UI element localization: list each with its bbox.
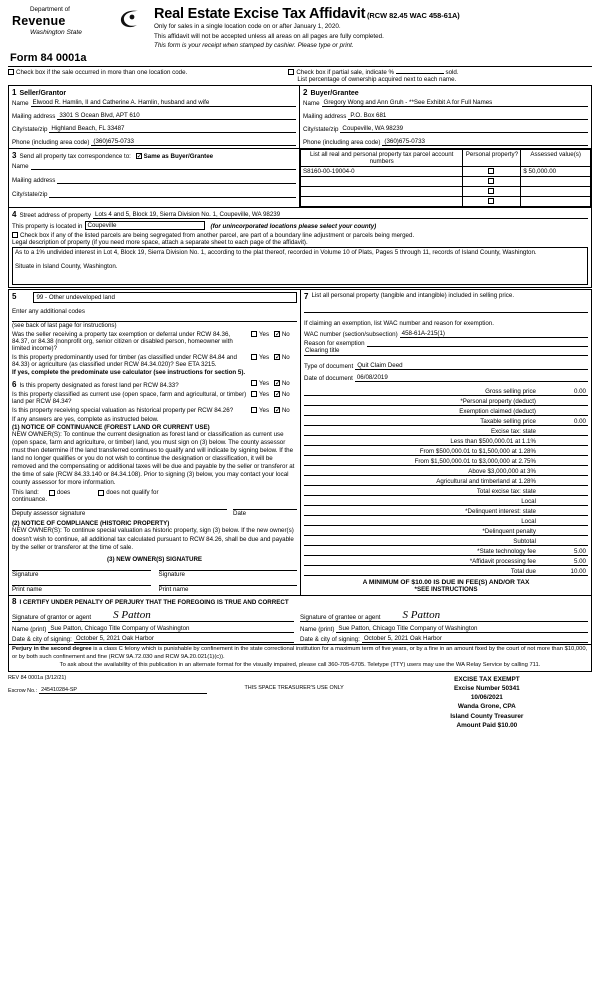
- see-instructions-note: *SEE INSTRUCTIONS: [414, 586, 478, 593]
- tax-line: [304, 526, 588, 536]
- seller-mailing-label: Mailing address: [12, 113, 56, 120]
- parties-box: [8, 85, 592, 150]
- legal-description-text-2: Situate in Island County, Washington.: [15, 263, 118, 271]
- form-number: Form 84 0001a: [10, 51, 87, 64]
- tax-line: [304, 566, 588, 576]
- continuance-word: continuance.: [12, 496, 48, 504]
- sec6-number: 6: [12, 380, 17, 389]
- stamp-line-1: EXCISE TAX EXEMPT: [454, 675, 520, 683]
- grantee-date-input[interactable]: October 5, 2021 Oak Harbor: [362, 635, 588, 643]
- tax-line-value[interactable]: 10.00: [570, 568, 586, 575]
- table-row: [301, 177, 591, 187]
- additional-codes-label: Enter any additional codes: [12, 308, 85, 315]
- land-does-not-label: does not qualify for: [106, 489, 159, 497]
- tax-line: [304, 446, 588, 456]
- sec4-number: 4: [12, 210, 17, 219]
- table-row: [301, 187, 591, 197]
- tax-line: [304, 496, 588, 506]
- sec5-question-2-row: [12, 354, 297, 368]
- new-owner-signature-title: (3) NEW OWNER(S) SIGNATURE: [106, 555, 203, 563]
- sec6-anyyes-note: If any answers are yes, complete as instructed below.: [12, 416, 159, 423]
- parcel-cell[interactable]: [301, 177, 463, 187]
- top-checkbox-row: [8, 69, 592, 83]
- document-header: [8, 6, 592, 53]
- tax-line: [304, 416, 588, 426]
- buyer-phone-label: Phone (including area code): [303, 139, 381, 146]
- perjury-notice: [8, 645, 592, 672]
- deputy-date-label: Date: [233, 510, 247, 518]
- street-address-input[interactable]: Lots 4 and 5, Block 19, Sierra Division No. 1, Coupeville, WA 98239: [93, 211, 588, 219]
- grantor-signature-input[interactable]: S Patton: [113, 609, 151, 621]
- additional-codes-note: (see back of last page for instructions): [12, 322, 117, 329]
- tax-line: [304, 406, 588, 416]
- sec6-q2-no-checkbox[interactable]: [274, 391, 280, 397]
- sec6-q2-no-label: No: [281, 391, 290, 398]
- tax-line-value[interactable]: 5.00: [573, 558, 586, 565]
- tax-line-value[interactable]: 0.00: [573, 418, 586, 425]
- footer-left: [8, 675, 207, 731]
- wac-number-input[interactable]: 458-61A-215(1): [400, 330, 588, 338]
- sec5-q2-no-label: No: [281, 354, 290, 361]
- personal-cell[interactable]: [463, 187, 521, 197]
- table-row: [301, 167, 591, 177]
- seller-number: 1: [12, 87, 17, 97]
- personal-property-checkbox[interactable]: [488, 198, 494, 204]
- tax-line: [304, 436, 588, 446]
- parcel-table-section: [300, 149, 591, 207]
- street-address-label: Street address of property: [19, 212, 91, 219]
- tax-line-label: Taxable selling price: [480, 418, 536, 425]
- tax-line: [304, 556, 588, 566]
- doc-date-label: Date of document: [304, 375, 353, 382]
- segregation-checkbox[interactable]: [12, 232, 18, 238]
- seller-mailing-input[interactable]: 3301 S Ocean Blvd, APT 610: [57, 112, 296, 120]
- sec6-q1-no-checkbox[interactable]: [274, 380, 280, 386]
- tax-line: [304, 486, 588, 496]
- sec3-mailing-label: Mailing address: [12, 177, 56, 184]
- buyer-phone-input[interactable]: (360)675-0733: [382, 138, 588, 146]
- perjury-body: is a class C felony which is punishable by confinement in the state correctional institution for a maximum term of five years, or by a fine in an amount fixed by the court of not more than $10,000, or by both such confinement and fine (RCW 9A.72.030 and RCW 9A.20.021(1)(c)).: [12, 646, 588, 660]
- partial-sale-percent-input[interactable]: [396, 73, 444, 74]
- notice-compliance-body: NEW OWNER(S): To continue special valuation as historic property, sign (3) below. If the new owner(s) doesn't wish to continue, all additional tax calculated pursuant to RCW 84.26, shall be due and payable by the seller or transferor at the time of sale.: [12, 527, 294, 551]
- sec6-q1-yes-checkbox[interactable]: [251, 380, 257, 386]
- sec5-q1-no-checkbox[interactable]: [274, 331, 280, 337]
- sec6-q3-answers: [251, 407, 297, 414]
- legal-description-label: Legal description of property (if you need more space, attach a separate sheet to each page of the affidavit).: [12, 239, 308, 246]
- doc-type-input[interactable]: Quit Claim Deed: [355, 362, 588, 370]
- sec3-citystate-label: City/state/zip: [12, 191, 48, 198]
- reason-label: Reason for exemption: [304, 340, 365, 347]
- segregation-label: Check box if any of the listed parcels are being segregated from another parcel, are part of a boundary line adjustment or parcels being merged.: [20, 232, 415, 239]
- sec6-q3-no-checkbox[interactable]: [274, 407, 280, 413]
- grantee-print-input[interactable]: Sue Patton, Chicago Title Company of Washington: [336, 625, 588, 633]
- personal-property-list-input[interactable]: [304, 303, 588, 313]
- sec6-question-2-row: [12, 391, 297, 405]
- sec5-q1-yes-checkbox[interactable]: [251, 331, 257, 337]
- this-land-label: This land:: [12, 489, 39, 497]
- property-section: [8, 208, 592, 288]
- subtitle-2: This affidavit will not be accepted unless all areas on all pages are fully completed.: [154, 32, 384, 40]
- parcel-cell[interactable]: [301, 197, 463, 207]
- sec6-question-3-row: [12, 407, 297, 414]
- same-as-buyer-checkbox[interactable]: [136, 153, 142, 159]
- reason-input-2[interactable]: Clearing title: [304, 347, 588, 356]
- located-in-label: This property is located in: [12, 223, 83, 230]
- multi-location-checkbox[interactable]: [8, 69, 14, 75]
- right-column: [300, 289, 592, 596]
- grantee-date-label: Date & city of signing:: [300, 636, 360, 643]
- tax-line-label: Total excise tax: state: [476, 488, 536, 495]
- assessed-col-header: Assessed value(s): [521, 150, 591, 167]
- title-block: [148, 6, 592, 51]
- header-divider: [8, 66, 592, 67]
- sec5-question-1: Was the seller receiving a property tax exemption or deferral under RCW 84.36, 84.37, or 84.38 (nonprofit org, senior citizen or disabled person, homeowner with limited income)?: [12, 331, 233, 352]
- legal-description-input[interactable]: [12, 247, 588, 285]
- dept-line-3: Washington State: [30, 29, 82, 37]
- sec6-q2-yes-checkbox[interactable]: [251, 391, 257, 397]
- sec5-q2-no-checkbox[interactable]: [274, 354, 280, 360]
- rcw-reference: (RCW 82.45 WAC 458-61A): [366, 11, 460, 20]
- land-does-checkbox[interactable]: [49, 490, 55, 496]
- tax-line-label: Less than $500,000.01 at 1.1%: [450, 438, 536, 445]
- personal-cell[interactable]: [463, 167, 521, 177]
- dept-line-1: Department of: [30, 6, 70, 13]
- tax-line: [304, 426, 588, 436]
- sec6-q3-yes-checkbox[interactable]: [251, 407, 257, 413]
- wac-number-label: WAC number (section/subsection): [304, 330, 398, 338]
- tax-line: [304, 386, 588, 396]
- notice-continuance-body: NEW OWNER(S): To continue the current designation as forest land or classification as current use (open space, farm and agriculture, or timber) land, you must sign on (3) below. The county assessor must then determine if the land transferred continues to qualify and will indicate by signing below. If the land no longer qualifies or you do not wish to continue the designation or classification, it will be removed and the compensating or additional taxes will be due and payable by the seller or transferor at the time of sale (RCW 84.33.140 or 84.34.108). Prior to signing (3) below, you may contact your local county assessor for more information.: [12, 431, 295, 487]
- assessed-cell[interactable]: [521, 177, 591, 187]
- doc-type-label: Type of document: [304, 363, 354, 370]
- buyer-citystate-input[interactable]: Coupeville, WA 98239: [340, 125, 588, 133]
- tax-line-label: *Affidavit processing fee: [469, 558, 536, 565]
- multi-location-label: Check box if the sale occurred in more than one location code.: [16, 68, 188, 76]
- land-use-code-select[interactable]: 99 - Other undeveloped land: [33, 292, 297, 303]
- partial-sale-note: List percentage of ownership acquired next to each name.: [297, 75, 457, 83]
- sec7-number: 7: [304, 292, 309, 301]
- sec5-question-2: Is this property predominantly used for timber (as classified under RCW 84.84 and 84.33) or agriculture (as classified under RCW 84.34.020)? See ETA 3215.: [12, 354, 237, 368]
- personal-property-checkbox[interactable]: [488, 178, 494, 184]
- tax-line-label: From $1,500,000.01 to $3,000,000 at 2.75%: [414, 458, 536, 465]
- correspondence-box: [8, 149, 592, 208]
- buyer-mailing-input[interactable]: P.O. Box 681: [348, 112, 588, 120]
- escrow-input[interactable]: 245410284-SP: [39, 687, 206, 694]
- personal-property-checkbox[interactable]: [488, 188, 494, 194]
- tax-line-label: Gross selling price: [485, 388, 536, 395]
- tax-line: [304, 466, 588, 476]
- land-does-label: does: [56, 489, 71, 497]
- table-row: [301, 197, 591, 207]
- signature-label-1: Signature: [12, 570, 39, 578]
- personal-property-checkbox[interactable]: [488, 168, 494, 174]
- tax-line-label: *Delinquent interest: state: [465, 508, 536, 515]
- tax-line-label: Agricultural and timberland at 1.28%: [436, 478, 536, 485]
- grantor-certification: [12, 606, 300, 643]
- parcel-table: [300, 149, 591, 207]
- subtitle-1: Only for sales in a single location code on or after January 1, 2020.: [154, 23, 341, 30]
- signature-label-2: Signature: [158, 570, 185, 578]
- page-title: Real Estate Excise Tax Affidavit: [154, 6, 366, 22]
- tax-line: [304, 516, 588, 526]
- sec5-question-1-row: [12, 331, 297, 352]
- buyer-number: 2: [303, 87, 308, 97]
- notice-compliance-title: (2) NOTICE OF COMPLIANCE (HISTORIC PROPERTY): [12, 520, 170, 528]
- assessed-cell[interactable]: $ 50,000.00: [521, 167, 591, 177]
- sec3-name-label: Name: [12, 163, 29, 170]
- sec6-q1-text: Is this property designated as forest land per RCW 84.33?: [19, 382, 179, 389]
- parcel-cell[interactable]: [301, 187, 463, 197]
- land-does-not-checkbox[interactable]: [98, 490, 104, 496]
- certification-section: [8, 596, 592, 645]
- located-in-select[interactable]: Coupeville: [85, 221, 205, 230]
- stamp-line-3: 10/06/2021: [470, 694, 503, 702]
- grantee-certification: [300, 606, 588, 643]
- sec7-intro: List all personal property (tangible and intangible) included in selling price.: [311, 292, 515, 299]
- partial-sale-checkbox[interactable]: [288, 69, 294, 75]
- tax-line-label: From $500,000.01 to $1,500,000 at 1.28%: [419, 448, 536, 455]
- sec6-q2-answers: [251, 391, 297, 398]
- sec5-note: If yes, complete the predominate use calculator (see instructions for section 5).: [12, 369, 246, 376]
- footer-row: [8, 675, 592, 731]
- buyer-title: Buyer/Grantee: [310, 89, 359, 97]
- tax-calculation-list: [304, 386, 588, 576]
- seller-phone-label: Phone (including area code): [12, 139, 90, 146]
- agency-logo-block: [8, 6, 148, 38]
- stamp-line-2: Excise Number 50341: [453, 684, 520, 692]
- escrow-label: Escrow No.:: [8, 687, 38, 694]
- print-name-label-2: Print name: [158, 585, 189, 593]
- sec6-q3-no-label: No: [281, 407, 290, 414]
- sec3-label: Send all property tax correspondence to:: [19, 153, 131, 160]
- buyer-mailing-label: Mailing address: [303, 113, 347, 120]
- tax-line-label: *Personal property (deduct): [460, 398, 536, 405]
- sec3-citystate-input[interactable]: [49, 197, 296, 198]
- certification-title: I CERTIFY UNDER PENALTY OF PERJURY THAT THE FOREGOING IS TRUE AND CORRECT: [19, 599, 289, 606]
- assessed-cell[interactable]: [521, 197, 591, 207]
- same-as-buyer-label: Same as Buyer/Grantee: [143, 153, 214, 160]
- grantee-signature-input[interactable]: S Patton: [402, 609, 441, 621]
- sec6-question-3: Is this property receiving special valuation as historical property per RCW 84.26?: [12, 407, 234, 414]
- this-land-row: [12, 489, 297, 496]
- stamp-line-5: Island County Treasurer: [450, 712, 524, 720]
- sec3-mailing-input[interactable]: [57, 183, 296, 184]
- grantor-print-input[interactable]: Sue Patton, Chicago Title Company of Washington: [48, 625, 294, 633]
- legal-description-text-1: As to a 1% undivided interest in Lot 4, Block 19, Sierra Division No. 1, according to the plat thereof, recorded in Volume 10 of Plats, Pages 5 through 11, records of Island County, Washington.: [15, 249, 537, 256]
- perjury-bold: Perjury in the second degree: [12, 646, 92, 652]
- certification-columns: [12, 606, 588, 643]
- located-in-note: (for unincorporated locations please select your county): [210, 223, 377, 230]
- treasurer-use-label: THIS SPACE TREASURER'S USE ONLY: [244, 684, 344, 691]
- sec6-q1-answers: [251, 380, 297, 387]
- exemption-note: If claiming an exemption, list WAC number and reason for exemption.: [304, 320, 494, 327]
- tax-line-label: Local: [521, 498, 536, 505]
- seller-citystate-input[interactable]: Highland Beach, FL 33487: [49, 125, 296, 133]
- grantor-print-label: Name (print): [12, 625, 47, 633]
- buyer-name-label: Name: [303, 100, 320, 107]
- tax-line-value[interactable]: 0.00: [573, 388, 586, 395]
- grantor-date-label: Date & city of signing:: [12, 636, 72, 643]
- sec5-q2-yes-label: Yes: [259, 354, 270, 361]
- tax-line-value[interactable]: 5.00: [573, 548, 586, 555]
- grantor-date-input[interactable]: October 5, 2021 Oak Harbor: [74, 635, 294, 643]
- parcel-col-header: List all real and personal property tax parcel account numbers: [301, 150, 463, 167]
- sec6-q1-no-label: No: [281, 380, 290, 387]
- sec5-q2-yes-checkbox[interactable]: [251, 354, 257, 360]
- sec8-number: 8: [12, 597, 17, 606]
- sec3-name-input[interactable]: [31, 169, 296, 170]
- revision-number: REV 84 0001a (3/12/21): [8, 674, 67, 681]
- minimum-due-note: A MINIMUM OF $10.00 IS DUE IN FEE(S) AND/OR TAX: [362, 579, 530, 586]
- seller-citystate-label: City/state/zip: [12, 126, 48, 133]
- revenue-swoosh-icon: [118, 8, 140, 30]
- grantee-signature-label: Signature of grantee or agent: [300, 614, 381, 621]
- partial-sale-label: Check box if partial sale, indicate %: [296, 68, 394, 76]
- reason-input[interactable]: [367, 346, 588, 347]
- tax-line: [304, 456, 588, 466]
- print-name-label-1: Print name: [12, 585, 42, 593]
- tax-line-label: Above $3,000,000 at 3%: [468, 468, 536, 475]
- tax-line: [304, 546, 588, 556]
- grantee-print-label: Name (print): [300, 625, 335, 633]
- buyer-section: [300, 86, 591, 149]
- correspondence-section: [9, 149, 300, 207]
- assessed-cell[interactable]: [521, 187, 591, 197]
- sec6-q3-yes-label: Yes: [259, 407, 270, 414]
- grantor-signature-label: Signature of grantor or agent: [12, 614, 92, 621]
- sec6-q1-yes-label: Yes: [259, 380, 270, 387]
- seller-section: [9, 86, 300, 149]
- additional-codes-input[interactable]: [12, 315, 297, 322]
- tax-line-label: Total due: [510, 568, 536, 575]
- seller-name-label: Name: [12, 100, 29, 107]
- treasurer-stamp: [382, 675, 592, 731]
- tax-line: [304, 536, 588, 546]
- tax-line-label: Subtotal: [513, 538, 536, 545]
- tax-line-label: Exemption claimed (deduct): [459, 408, 536, 415]
- personal-cell[interactable]: [463, 197, 521, 207]
- notice-continuance-title: (1) NOTICE OF CONTINUANCE (FOREST LAND OR CURRENT USE): [12, 424, 210, 431]
- tax-line: [304, 476, 588, 486]
- sec6-question-1: [12, 380, 251, 389]
- subtitle-3: This form is your receipt when stamped by cashier. Please type or print.: [154, 42, 354, 49]
- tax-line-label: Local: [521, 518, 536, 525]
- tax-line: [304, 396, 588, 406]
- tax-line: [304, 506, 588, 516]
- sec5-q1-no-label: No: [281, 331, 290, 338]
- sec5-q2-answers: [251, 354, 297, 361]
- tax-line-label: Excise tax: state: [490, 428, 536, 435]
- deputy-assessor-label: Deputy assessor signature: [12, 510, 86, 518]
- personal-col-header: Personal property?: [463, 150, 521, 167]
- buyer-citystate-label: City/state/zip: [303, 126, 339, 133]
- sec5-number: 5: [12, 292, 17, 301]
- stamp-line-4: Wanda Grone, CPA: [457, 703, 516, 711]
- tax-line-label: *State technology fee: [477, 548, 536, 555]
- personal-cell[interactable]: [463, 177, 521, 187]
- parcel-cell[interactable]: S8160-00-19004-0: [301, 167, 463, 177]
- sec3-number: 3: [12, 151, 17, 160]
- tax-line-label: *Delinquent penalty: [482, 528, 536, 535]
- seller-phone-input[interactable]: (360)675-0733: [91, 138, 296, 146]
- doc-date-input[interactable]: 06/08/2019: [355, 374, 588, 382]
- seller-name-input[interactable]: Elwood R. Hamlin, II and Catherine A. Hamlin, husband and wife: [31, 99, 296, 107]
- ada-notice: To ask about the availability of this publication in an alternate format for the visually impaired, please call 360-705-6705. Teletype (TTY) users may use the WA Relay Service by calling 711.: [59, 662, 541, 669]
- mid-columns: [8, 289, 592, 596]
- sec6-question-1-row: [12, 380, 297, 389]
- sec5-q1-answers: [251, 331, 297, 338]
- sec6-q2-yes-label: Yes: [259, 391, 270, 398]
- buyer-name-input[interactable]: Gregory Wong and Ann Gruh - **See Exhibit A for Full Names: [322, 99, 588, 107]
- partial-sale-sold-label: sold.: [445, 68, 459, 76]
- stamp-line-6: Amount Paid $10.00: [456, 722, 518, 729]
- sec6-question-2: Is this property classified as current use (open space, farm and agricultural, or timber) land per RCW 84.34?: [12, 391, 247, 405]
- seller-title: Seller/Grantor: [19, 89, 67, 97]
- left-column: [8, 289, 300, 596]
- sec5-q1-yes-label: Yes: [259, 331, 270, 338]
- dept-line-2: Revenue: [12, 13, 66, 28]
